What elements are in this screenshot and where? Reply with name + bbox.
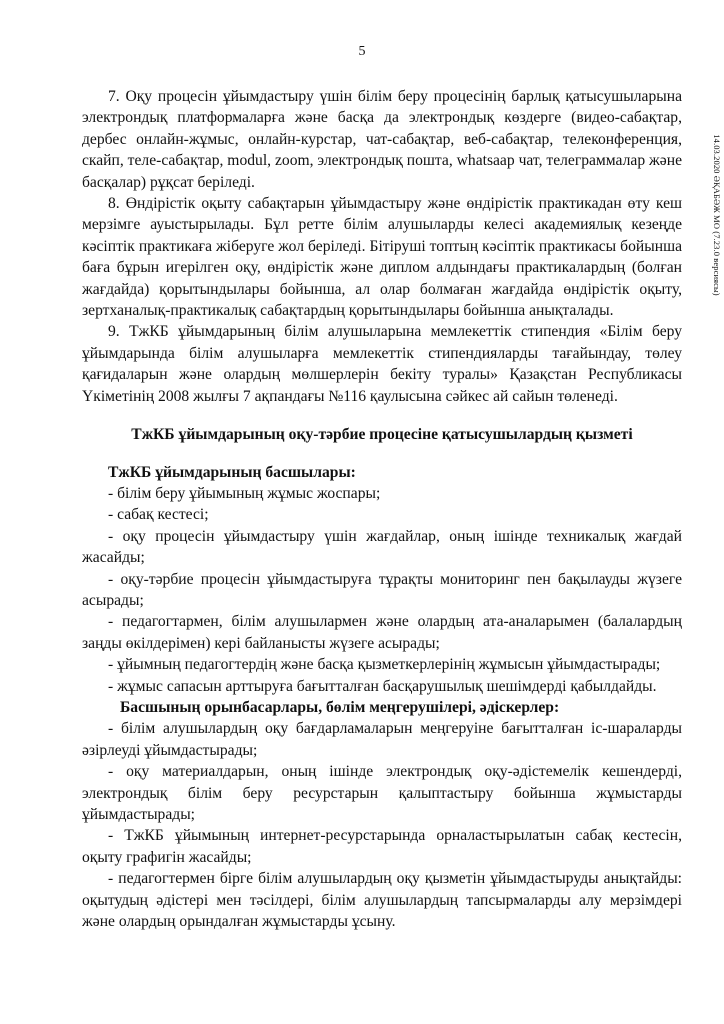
list-item: - оқу процесін ұйымдастыру үшін жағдайлар, оның ішінде техникалық жағдай жасайды; — [82, 527, 682, 567]
list-item: - оқу материалдарын, оның ішінде электрондық оқу-әдістемелік кешендерді, электрондық білім беру ресурстарын қалыптастыру бойынша жұмыстарды ұйымдастырады; — [82, 763, 682, 823]
list-item: - білім беру ұйымының жұмыс жоспары; — [108, 484, 381, 502]
list-item: - оқу-тәрбие процесін ұйымдастыруға тұрақты мониторинг пен бақылауды жүзеге асырады; — [82, 570, 682, 609]
list-item: - ТжКБ ұйымының интернет-ресурстарында орналастырылатын сабақ кестесін, оқыту графигін жасайды; — [82, 827, 682, 866]
section-title: ТжКБ ұйымдарының оқу-тәрбие процесіне қатысушылардың қызметі — [131, 426, 633, 444]
document-body — [82, 86, 682, 932]
page-number: 5 — [358, 44, 366, 59]
side-stamp — [710, 135, 724, 295]
heads-section — [82, 462, 682, 697]
deputies-section — [82, 697, 682, 932]
side-stamp-text: 14.03.2020 ӘҚАБӘЖ МО (7.23.0 версиясы) — [712, 134, 722, 296]
list-item: - педагогтармен, білім алушылармен және олардың ата-аналарымен (балалардың заңды өкілдерімен) кері байланысты жүзеге асырады; — [82, 613, 682, 652]
list-item: - сабақ кестесі; — [108, 506, 209, 524]
paragraph-7: 7. Оқу процесін ұйымдастыру үшін білім беру процесінің барлық қатысушыларына электрондық платформаларға және басқа да электрондық көздерге (видео-сабақтар, дербес онлайн-жұмыс, онлайн-курстар, чат-сабақтар, веб-сабақтар, телеконференция, скайп, теле-сабақтар, modul, zoom, электрондық пошта, whatsaap чат, телеграммалар және басқалар) рұқсат беріледі. — [82, 88, 682, 191]
paragraph-9: 9. ТжКБ ұйымдарының білім алушыларына мемлекеттік стипендия «Білім беру ұйымдарында білім алушыларға мемлекеттік стипендияларды тағайындау, төлеу қағидаларын және олардың мөлшерлерін бекіту туралы» Қазақстан Республикасы Үкіметінің 2008 жылғы 7 ақпандағы №116 қаулысына сәйкес ай сайын төленеді. — [82, 323, 682, 405]
list-item: - білім алушылардың оқу бағдарламаларын меңгеруіне бағытталған іс-шараларды әзірлеуді ұйымдастырады; — [82, 720, 682, 759]
list-item: - жұмыс сапасын арттыруға бағытталған басқарушылық шешімдерді қабылдайды. — [108, 677, 657, 695]
list-item: - ұйымның педагогтердің және басқа қызметкерлерінің жұмысын ұйымдастырады; — [108, 656, 661, 674]
paragraph-8: 8. Өндірістік оқыту сабақтарын ұйымдастыру және өндірістік практикадан өту кеш мерзімге ауыстырылады. Бұл ретте білім алушыларды келесі академиялық кезеңде кәсіптік практикаға жіберуге жол беріледі. Бітіруші топтың кәсіптік практикасы бойынша баға бұрын игерілген оқу, өндірістік және диплом алдындағы практикалардың (болған жағдайда) қорытындылары бойынша, ал олар болмаған жағдайда өндірістік оқыту, зертханалық-практикалық сабақтардың қорытындылары бойынша анықталады. — [82, 195, 682, 320]
heads-heading: ТжКБ ұйымдарының басшылары: — [108, 463, 356, 481]
list-item: - педагогтермен бірге білім алушылардың оқу қызметін ұйымдастыруды анықтайды: оқытудың әдістері мен тәсілдері, білім алушылардың тапсырмаларды алу мерзімдері және олардың орындалған жұмыстарды ұсыну. — [82, 870, 682, 931]
deputies-heading: Басшының орынбасарлары, бөлім меңгерушілері, әдіскерлер: — [120, 698, 560, 716]
